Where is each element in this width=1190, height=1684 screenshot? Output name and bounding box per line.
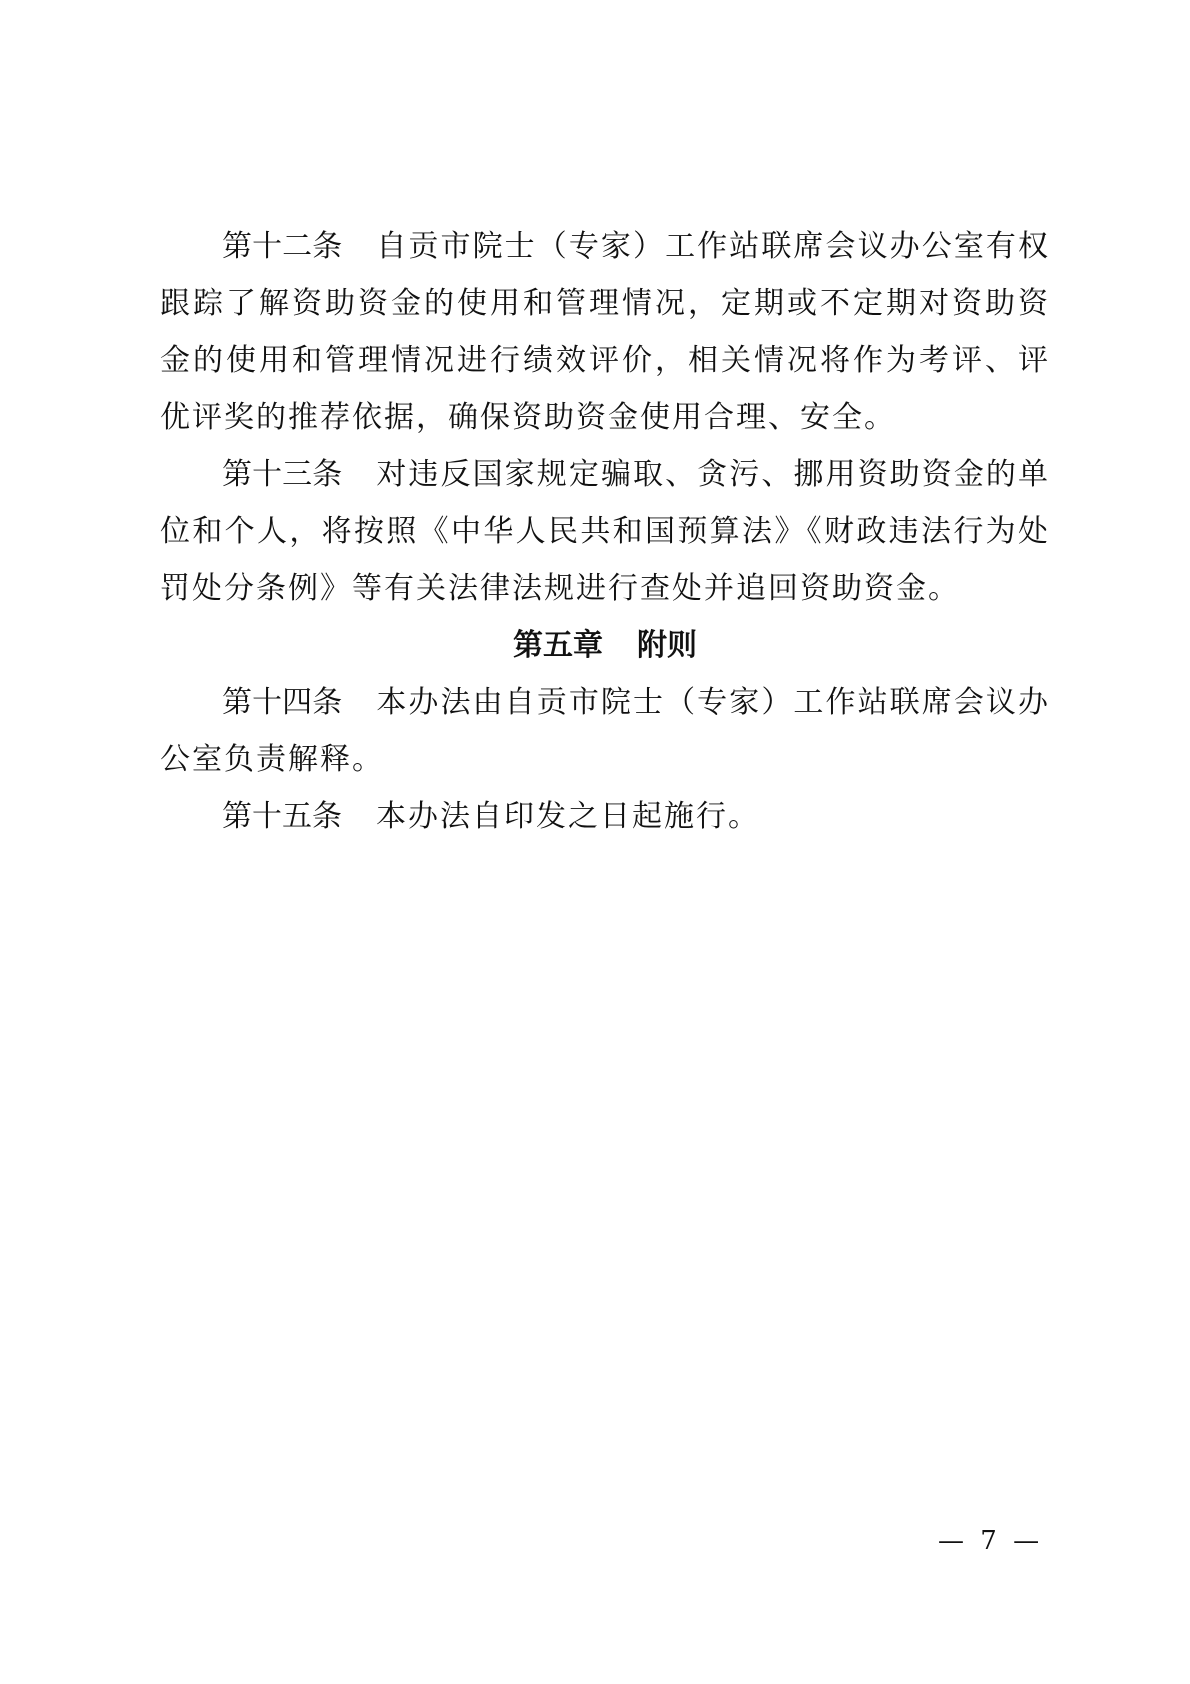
article-text: 本办法自印发之日起施行。: [376, 799, 760, 834]
article-15: [160, 788, 1050, 845]
article-12: [160, 218, 1050, 446]
chapter-heading: [160, 617, 1050, 674]
article-number: 第十五条: [222, 799, 342, 834]
chapter-title: 附则: [637, 628, 697, 663]
page-number: — 7 —: [938, 1526, 1044, 1556]
article-text: 本办法由自贡市院士（专家）工作站联席会议办公室负责解释。: [160, 685, 1051, 777]
article-13: [160, 446, 1050, 617]
article-number: 第十三条: [222, 457, 343, 492]
article-14: [160, 674, 1050, 788]
article-number: 第十二条: [222, 229, 343, 264]
article-number: 第十四条: [222, 685, 343, 720]
article-text: 自贡市院士（专家）工作站联席会议办公室有权跟踪了解资助资金的使用和管理情况，定期或不定期对资助资金的使用和管理情况进行绩效评价，相关情况将作为考评、评优评奖的推荐依据，确保资助资金使用合理、安全。: [160, 229, 1051, 435]
article-text: 对违反国家规定骗取、贪污、挪用资助资金的单位和个人，将按照《中华人民共和国预算法》《财政违法行为处罚处分条例》等有关法律法规进行查处并追回资助资金。: [160, 457, 1051, 606]
chapter-number: 第五章: [513, 628, 603, 663]
document-body: [160, 218, 1050, 845]
